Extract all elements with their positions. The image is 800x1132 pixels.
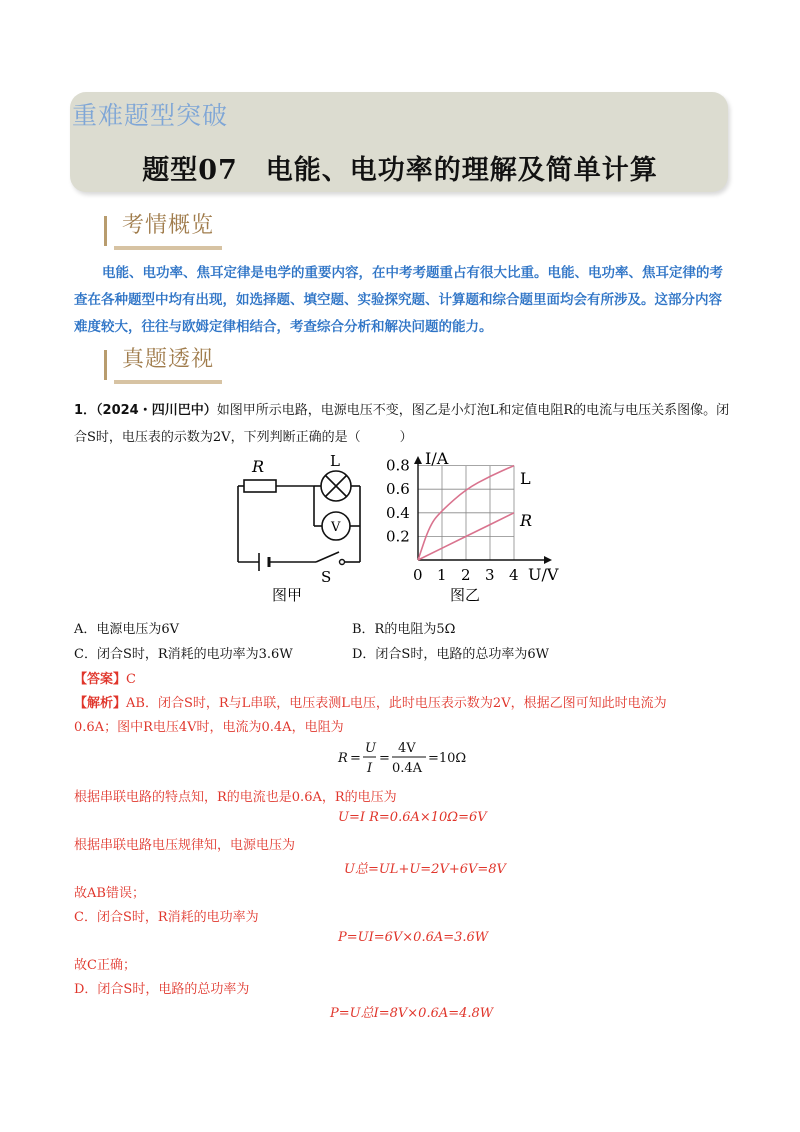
y-tick-label: 0.8 [386,456,410,475]
answer-value: C [126,672,136,687]
resistor-symbol [244,480,276,492]
analysis-p6: C．闭合S时，R消耗的电功率为 [74,910,259,925]
eq1-rhs: =10Ω [428,751,467,766]
analysis-line-1 [74,692,667,711]
analysis-p3: 根据串联电路的特点知，R的电流也是0.6A，R的电压为 [74,790,397,805]
analysis-p7: 故C正确； [74,958,136,973]
iu-graph [378,450,573,606]
y-tick-label: 0.6 [386,480,410,499]
voltmeter-label: V [331,520,341,535]
eq1-i: I [367,761,373,776]
section-underline [114,246,222,250]
analysis-p8: D．闭合S时，电路的总功率为 [74,982,250,997]
x-axis-label: U/V [528,565,559,584]
resistor-label: R [252,457,265,476]
series-l-label: L [520,469,531,488]
eq1-u: U [365,741,376,756]
graph-axes [414,456,552,564]
question-number: 1． [74,403,97,418]
section-underline [114,380,222,384]
series-r-label: R [520,511,533,530]
question-text: 如图甲所示电路，电源电压不变，图乙是小灯泡L和定值电阻R的电流与电压关系图像。闭合S时，电压表的示数为2V，下列判断正确的是（ ） [74,403,730,445]
battery-symbol [259,553,269,571]
eq1-lhs: R [338,751,348,766]
analysis-label: 【解析】 [74,696,127,711]
option-a: A．电源电压为6V [74,622,180,637]
question-stem [74,397,734,451]
equation-voltage-r: U=I R=0.6A×10Ω=6V [338,810,487,825]
x-tick-label: 0 [413,566,423,584]
analysis-p5: 故AB错误； [74,886,145,901]
graph-grid [418,466,514,560]
section-head-real-questions [104,342,234,382]
eq1-num: 4V [398,741,416,756]
section-bar [104,216,107,246]
y-axis-label: I/A [425,450,449,468]
figure-caption-a: 图甲 [272,586,303,604]
analysis-p4: 根据串联电路电压规律知，电源电压为 [74,838,296,853]
equation-resistance [336,738,476,778]
switch-label: S [321,568,332,586]
section-title: 考情概览 [122,213,215,238]
equation-total-power: P=U总I=8V×0.6A=4.8W [330,1006,494,1021]
option-c: C．闭合S时，R消耗的电功率为3.6W [74,647,293,662]
eq1-den: 0.4A [392,761,423,776]
lamp-symbol [321,471,351,501]
analysis-p1: AB．闭合S时，R与L串联，电压表测L电压，此时电压表示数为2V，根据乙图可知此时电流为 [126,696,667,711]
equation-power-r: P=UI=6V×0.6A=3.6W [338,930,489,945]
switch-symbol [316,552,345,565]
equation-total-voltage: U总=UL+U=2V+6V=8V [344,862,506,877]
y-tick-label: 0.2 [386,527,410,546]
x-tick-label: 1 [437,566,447,584]
header-tag: 重难题型突破 [72,101,229,130]
option-b: B．R的电阻为5Ω [352,622,456,637]
x-tick-label: 3 [485,566,495,584]
figure-caption-b: 图乙 [450,586,481,604]
question-source: （2024・四川巴中） [96,403,217,418]
section-title: 真题透视 [122,347,215,372]
y-tick-label: 0.4 [386,503,410,522]
svg-text:=: = [350,751,361,766]
x-tick-label: 4 [509,566,519,584]
intro-paragraph: 电能、电功率、焦耳定律是电学的重要内容，在中考考题重占有很大比重。电能、电功率、焦耳定律的考查在各种题型中均有出现，如选择题、填空题、实验探究题、计算题和综合题里面均会有所涉及。这部分内容难度较大，往往与欧姆定律相结合，考查综合分析和解决问题的能力。 [74,265,723,335]
page-title: 题型07 电能、电功率的理解及简单计算 [142,155,658,186]
analysis-p2: 0.6A；图中R电压4V时，电流为0.4A，电阻为 [74,720,344,735]
answer-line [74,668,136,687]
svg-text:=: = [379,751,390,766]
lamp-label: L [330,454,340,470]
circuit-diagram [226,454,376,604]
section-bar [104,350,107,380]
section-head-overview [104,208,234,248]
x-tick-label: 2 [461,566,471,584]
answer-label: 【答案】 [74,672,127,687]
option-d: D．闭合S时，电路的总功率为6W [352,647,549,662]
